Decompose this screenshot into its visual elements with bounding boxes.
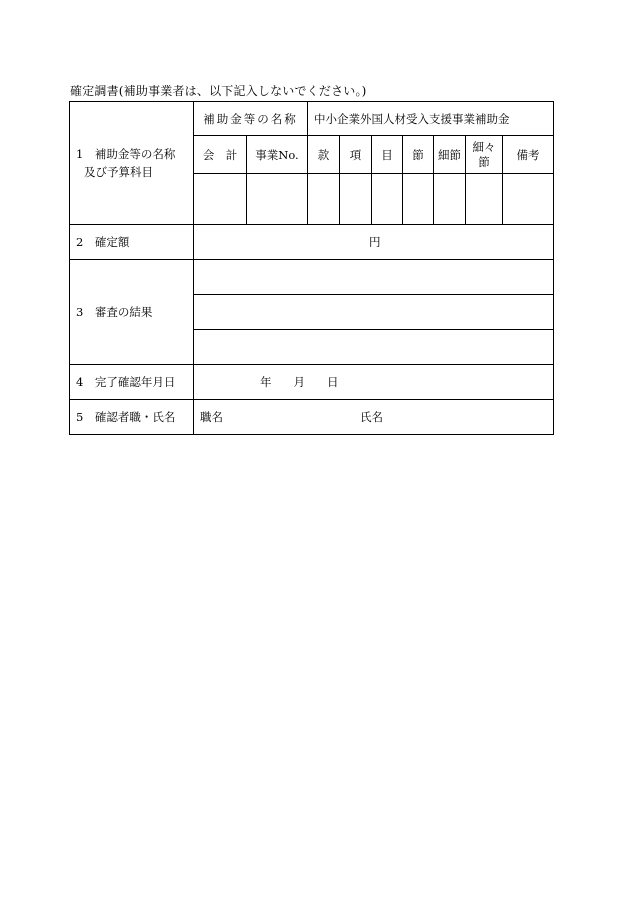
completion-date-cell (194, 365, 554, 400)
col-account: 会 計 (194, 136, 247, 174)
col-kan: 款 (308, 136, 340, 174)
full-name-label: 氏名 (360, 410, 383, 424)
col-kou: 項 (340, 136, 372, 174)
day-label: 日 (327, 375, 339, 389)
account-value-cell (194, 174, 247, 225)
confirmation-form-table (69, 101, 554, 435)
col-remarks: 備考 (503, 136, 554, 174)
review-result-line-2 (194, 295, 554, 330)
section1-label-line1: 1 補助金等の名称 (76, 147, 176, 161)
confirmed-amount-cell (194, 225, 554, 260)
month-label: 月 (293, 375, 305, 389)
yen-unit: 円 (369, 235, 381, 249)
section2-label: 2 確定額 (70, 225, 194, 260)
setsu-value-cell (403, 174, 434, 225)
year-label: 年 (260, 375, 272, 389)
section4-label: 4 完了確認年月日 (70, 365, 194, 400)
col-project-no: 事業No. (247, 136, 308, 174)
col-moku: 目 (372, 136, 403, 174)
col-saisetsu: 細節 (434, 136, 466, 174)
moku-value-cell (372, 174, 403, 225)
review-result-line-1 (194, 260, 554, 295)
section1-label (70, 102, 194, 225)
section1-label-line2: 及び予算科目 (84, 165, 153, 179)
remarks-value-cell (503, 174, 554, 225)
section5-label: 5 確認者職・氏名 (70, 400, 194, 435)
col-saisaisetsu (466, 136, 503, 174)
col-setsu: 節 (403, 136, 434, 174)
kou-value-cell (340, 174, 372, 225)
form-caption: 確定調書(補助事業者は、以下記入しないでください。) (70, 84, 367, 98)
saisaisetsu-value-cell (466, 174, 503, 225)
subsidy-name-header: 補助金等の名称 (194, 102, 308, 136)
kan-value-cell (308, 174, 340, 225)
subsidy-name-value: 中小企業外国人材受入支援事業補助金 (308, 102, 554, 136)
col-saisaisetsu-line1: 細々 (472, 139, 496, 154)
confirmer-cell (194, 400, 554, 435)
saisetsu-value-cell (434, 174, 466, 225)
project-no-value-cell (247, 174, 308, 225)
review-result-line-3 (194, 330, 554, 365)
job-title-label: 職名 (200, 410, 223, 424)
col-saisaisetsu-line2: 節 (478, 154, 490, 169)
section3-label: 3 審査の結果 (70, 260, 194, 365)
